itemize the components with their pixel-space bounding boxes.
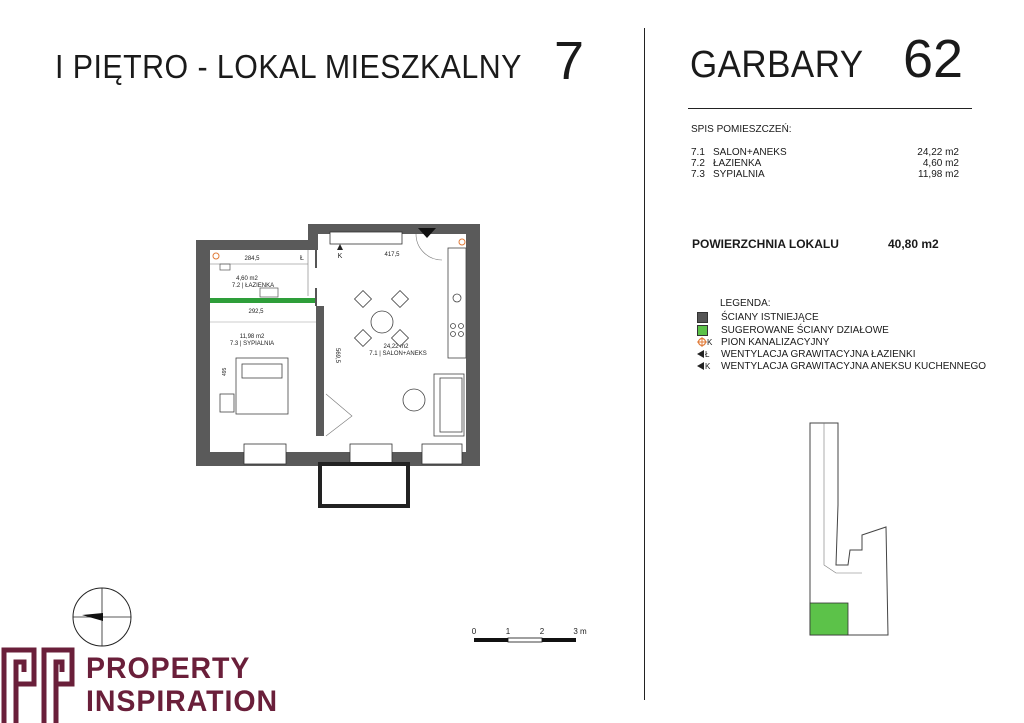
living-area: 24,22 m2	[383, 344, 409, 350]
kitchen-counter	[448, 248, 466, 358]
site-plan	[800, 415, 900, 645]
vertical-divider	[644, 28, 645, 700]
room-number: 7.2	[691, 158, 705, 169]
bath-dim: 284,5	[244, 256, 260, 262]
dining-table	[355, 291, 409, 347]
room-name: SYPIALNIA	[713, 169, 765, 180]
bath-area: 4,60 m2	[236, 276, 258, 282]
room-row	[691, 169, 959, 180]
room-name: SALON+ANEKS	[713, 147, 787, 158]
logo-line-2: INSPIRATION	[86, 685, 279, 718]
street-name: GARBARY	[690, 44, 864, 86]
sofa	[434, 374, 464, 436]
legend-label: SUGEROWANE ŚCIANY DZIAŁOWE	[721, 324, 889, 336]
compass-icon	[70, 585, 134, 649]
unit-highlight	[810, 603, 848, 635]
proposed-wall	[210, 298, 316, 303]
bed-area: 11,98 m2	[239, 334, 265, 340]
scale-bar	[468, 624, 594, 646]
coffee-table	[403, 389, 425, 411]
legend-label: WENTYLACJA GRAWITACYJNA ŁAZIENKI	[721, 348, 916, 360]
vent-arrow-icon	[697, 350, 705, 358]
room-number: 7.3	[691, 169, 705, 180]
scale-tick: 0	[471, 627, 477, 636]
floor-title: I PIĘTRO - LOKAL MIESZKALNY	[55, 48, 522, 85]
room-row	[691, 158, 959, 169]
kitchen-vent-icon	[337, 244, 343, 250]
street-number: 62	[903, 29, 964, 89]
bath-vent-symbol: Ł	[300, 255, 304, 262]
rooms-heading: SPIS POMIESZCZEŃ:	[691, 124, 792, 135]
floor-plan	[190, 218, 490, 518]
existing-wall-swatch	[697, 312, 708, 323]
room-name: ŁAZIENKA	[713, 158, 762, 169]
header-rule	[688, 108, 972, 109]
legend-item-proposed-walls	[697, 324, 889, 336]
logo-mark-icon	[0, 644, 78, 723]
room-area: 24,22 m2	[917, 147, 959, 158]
bath-vent-symbol: Ł	[705, 349, 710, 359]
vent-arrow-icon	[697, 362, 705, 370]
living-top-dim: 417,5	[384, 252, 400, 258]
total-area-value: 40,80 m2	[888, 237, 939, 251]
bed-dim: 292,5	[248, 309, 264, 315]
living-label: 7.1 | SALON+ANEKS	[369, 351, 427, 357]
bed-label: 7.3 | SYPIALNIA	[229, 341, 275, 347]
scale-tick: 1	[505, 627, 511, 636]
legend-label: ŚCIANY ISTNIEJĄCE	[721, 311, 819, 323]
kitchen-vent-symbol: K	[705, 361, 711, 371]
legend-item-bath-vent	[697, 348, 915, 360]
legend-item-kitchen-vent	[697, 360, 986, 372]
door-swing	[326, 394, 352, 436]
riser-symbol: K	[707, 337, 713, 347]
legend-label: PION KANALIZACYJNY	[721, 336, 830, 348]
bed-small-dim: 495	[222, 367, 228, 376]
living-side-dim: 569,5	[334, 348, 340, 364]
room-row	[691, 147, 959, 158]
total-area-label: POWIERZCHNIA LOKALU	[692, 237, 839, 251]
unit-number: 7	[554, 31, 585, 91]
logo-line-1: PROPERTY	[86, 652, 251, 685]
riser-icon	[697, 337, 707, 347]
bath-label: 7.2 | ŁAZIENKA	[231, 283, 275, 289]
legend-title: LEGENDA:	[720, 298, 771, 309]
room-number: 7.1	[691, 147, 705, 158]
legend-item-existing-walls	[697, 311, 819, 323]
balcony	[320, 464, 408, 506]
scale-tick: 2	[539, 627, 545, 636]
bed	[220, 358, 288, 414]
room-area: 11,98 m2	[918, 169, 959, 180]
legend-label: WENTYLACJA GRAWITACYJNA ANEKSU KUCHENNEGO	[721, 360, 987, 372]
scale-tick: 3 m	[573, 627, 587, 636]
bath-sink	[260, 288, 278, 297]
kitchen-vent-symbol: K	[337, 253, 343, 260]
room-area: 4,60 m2	[922, 158, 959, 169]
legend-item-riser	[697, 336, 829, 348]
proposed-wall-swatch	[697, 325, 708, 336]
